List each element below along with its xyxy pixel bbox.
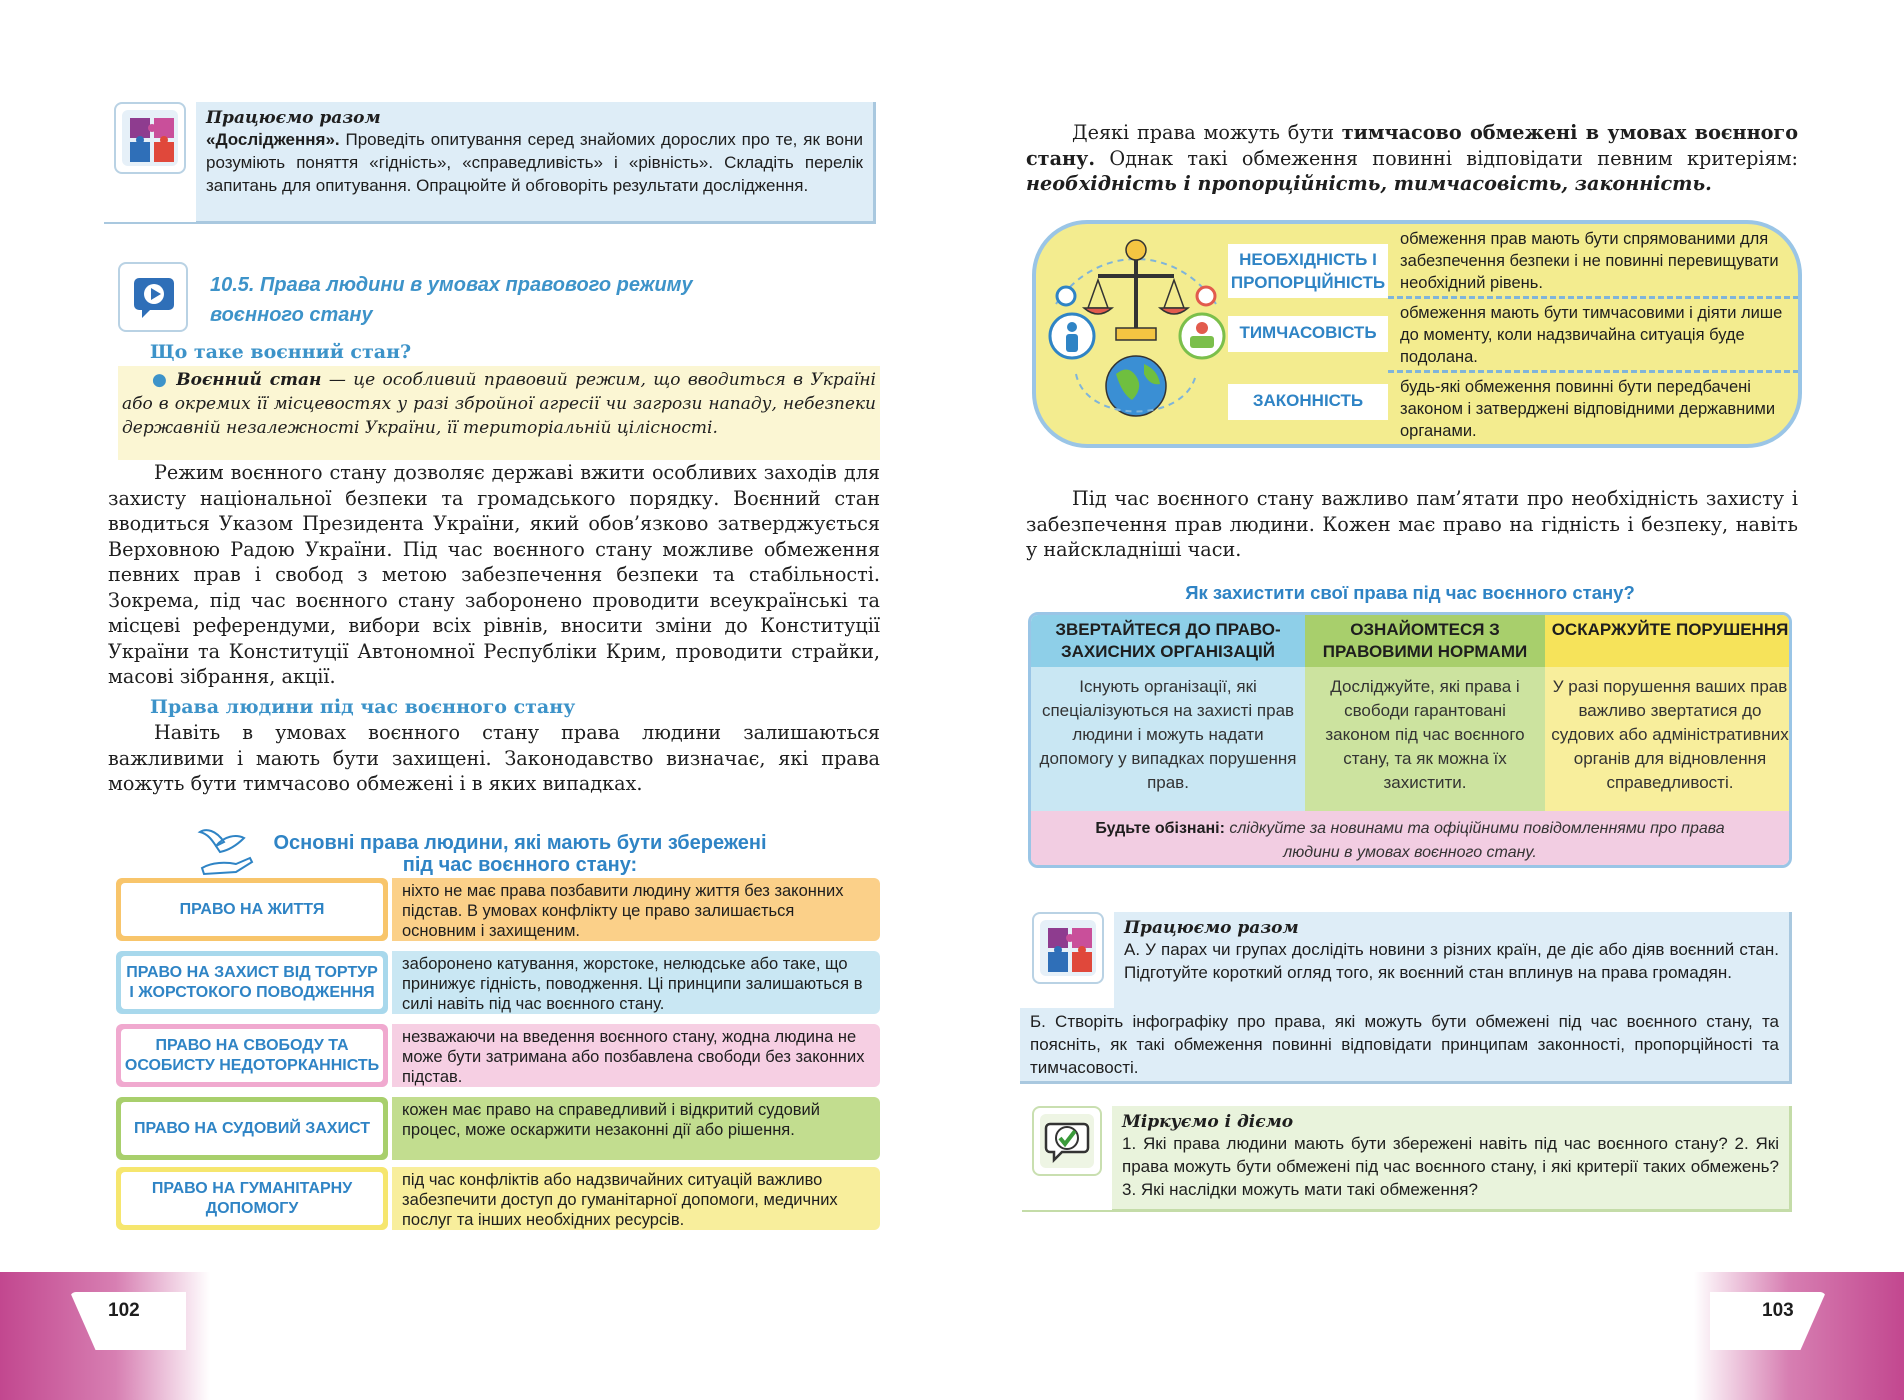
play-video-icon <box>118 262 188 332</box>
criteria-divider <box>1388 370 1802 373</box>
dove-hand-icon <box>196 822 256 883</box>
criterion-temporality-label: ТИМЧАСОВІСТЬ <box>1228 316 1388 352</box>
activity-box-think-and-act <box>1112 1106 1792 1212</box>
right-to-liberty-label: ПРАВО НА СВОБОДУ ТА ОСОБИСТУ НЕДОТОРКАННІСТЬ <box>116 1024 388 1087</box>
puzzle-icon <box>1032 912 1104 984</box>
right-to-humanitarian-aid-desc: під час конфліктів або надзвичайних ситуацій важливо забезпечити доступ до гуманітарної допомоги, медичних послуг та інших необхідних ресурсів. <box>392 1167 880 1230</box>
left-page-number: 102 <box>108 1300 140 1321</box>
activity-task-b: Б. Створіть інфографіку про права, які можуть бути обмежені під час воєнного стану, та поясніть, як такі обмеження повинні відповідати принципам законності, пропорційності та тимчасовості. <box>1030 1012 1779 1077</box>
definition-box: ● Воєнний стан — це особливий правовий режим, що вводиться в Україні або в окремих її місцевостях у разі збройної агресії чи загрози нападу, небезпеки державній незалежності України, її територіальній цілісності. <box>118 366 880 460</box>
criterion-necessity-text: обмеження прав мають бути спрямованими для забезпечення безпеки і не повинні перевищувати необхідний рівень. <box>1400 230 1779 292</box>
subheading-human-rights-during-martial-law: Права людини під час воєнного стану <box>150 696 576 718</box>
criteria-divider <box>1388 296 1802 299</box>
activity-underline <box>1022 1210 1114 1212</box>
activity-task-b-box <box>1020 1008 1792 1084</box>
right-to-humanitarian-aid-label: ПРАВО НА ГУМАНІТАРНУ ДОПОМОГУ <box>116 1167 388 1230</box>
paragraph-remember-rights: Під час воєнного стану важливо пам’ятати про необхідність захисту і забезпечення прав людини. Кожен має право на гідність і безпеку, навіть у найскладніші часи. <box>1026 487 1798 561</box>
section-title: 10.5. Права людини в умовах правового режиму воєнного стану <box>210 274 693 326</box>
scales-globe-icon <box>1036 224 1236 444</box>
activity-box-research <box>196 102 876 224</box>
right-to-judicial-protection-desc: кожен має право на справедливий і відкритий судовий процес, може оскаржити незаконні дії або рішення. <box>392 1097 880 1160</box>
protect-column-appeal: ОСКАРЖУЙТЕ ПОРУШЕННЯ У разі порушення ваших прав важливо звертатися до судових або адміністративних органів для відновлення справедливості. <box>1545 615 1792 811</box>
activity-text: «Дослідження». Проведіть опитування серед знайомих дорослих про те, як вони розуміють поняття «гідність», «справедливість» і «рівність». Складіть перелік запитань для опитування. Опрацюйте й обговоріть результати дослідження. <box>206 130 863 195</box>
right-against-torture-label: ПРАВО НА ЗАХИСТ ВІД ТОРТУР І ЖОРСТОКОГО ПОВОДЖЕННЯ <box>116 951 388 1014</box>
protect-rights-footer: Будьте обізнані: слідкуйте за новинами та офіційними повідомленнями про права людини в умовах воєнного стану. <box>1031 811 1789 865</box>
activity-title: Працюємо разом <box>1124 918 1299 938</box>
activity-underline <box>104 222 196 224</box>
subheading-what-is-martial-law: Що таке воєнний стан? <box>150 341 412 363</box>
protect-column-legal-norms: ОЗНАЙОМТЕСЯ З ПРАВОВИМИ НОРМАМИ Досліджуйте, які права і свободи гарантовані законом під час воєнного стану, та як можна їх захистити. <box>1305 615 1545 811</box>
activity-task-a: А. У парах чи групах дослідіть новини з різних країн, де діє або діяв воєнний стан. Підготуйте короткий огляд того, як воєнний стан вплинув на права громадян. <box>1124 940 1779 982</box>
speech-check-icon <box>1032 1106 1102 1176</box>
right-to-judicial-protection-label: ПРАВО НА СУДОВИЙ ЗАХИСТ <box>116 1097 388 1160</box>
right-page-number: 103 <box>1762 1300 1794 1321</box>
activity-box-work-together <box>1114 912 1792 1010</box>
intro-paragraph: Деякі права можуть бути тимчасово обмежені в умовах воєнного стану. Однак такі обмеження повинні відповідати певним критеріям: необхідність і пропорційність, тимчасовість, законність. <box>1026 121 1798 195</box>
criterion-legality-label: ЗАКОННІСТЬ <box>1228 384 1388 420</box>
protect-column-organizations: ЗВЕРТАЙТЕСЯ ДО ПРАВО-ЗАХИСНИХ ОРГАНІЗАЦІЙ Існують організації, які спеціалізуються на захисті прав людини і можуть надати допомогу у випадках порушення прав. <box>1031 615 1305 811</box>
rights-list-title: Основні права людини, які мають бути збережені під час воєнного стану: <box>273 832 767 876</box>
criterion-temporality-text: обмеження мають бути тимчасовими і діяти лише до моменту, коли надзвичайна ситуація буде подолана. <box>1400 304 1783 366</box>
right-against-torture-desc: заборонено катування, жорстоке, нелюдське або таке, що принижує гідність, поводження. Ці принципи залишаються в силі навіть під час воєнного стану. <box>392 951 880 1014</box>
paragraph-martial-law-regime: Режим воєнного стану дозволяє державі вжити особливих заходів для захисту національної безпеки та громадського порядку. Воєнний стан вводиться Указом Президента України, який обов’язково затверджується Верховною Радою України. Під час воєнного стану можливе обмеження певних прав і свобод з метою забезпечення безпеки та стабільності. Зокрема, під час воєнного стану заборонено проводити всеукраїнські та місцеві референдуми, вибори всіх рівнів, вносити зміни до Конституції України та Конституції Автономної Республіки Крим, проводити страйки, масові зібрання, акції. <box>108 461 880 688</box>
puzzle-icon <box>114 102 186 174</box>
activity-questions: 1. Які права людини мають бути збережені навіть під час воєнного стану? 2. Які права можуть бути обмежені під час воєнного стану, і які критерії таких обмежень? 3. Які наслідки можуть мати такі обмеження? <box>1122 1134 1779 1199</box>
activity-title: Працюємо разом <box>206 108 381 128</box>
criterion-necessity-label: НЕОБХІДНІСТЬ І ПРОПОРЦІЙНІСТЬ <box>1228 244 1388 298</box>
protect-rights-table <box>1028 612 1792 868</box>
activity-title: Міркуємо і діємо <box>1122 1112 1294 1132</box>
right-to-life-label: ПРАВО НА ЖИТТЯ <box>116 878 388 941</box>
right-to-liberty-desc: незважаючи на введення воєнного стану, жодна людина не може бути затримана або позбавлена свободи без законних підстав. <box>392 1024 880 1087</box>
protect-rights-title: Як захистити свої права під час воєнного стану? <box>1185 582 1635 603</box>
paragraph-rights-remain-important: Навіть в умовах воєнного стану права людини залишаються важливими і мають бути захищені. Законодавство визначає, які права можуть бути тимчасово обмежені і в яких випадках. <box>108 721 880 795</box>
criteria-infographic <box>1032 220 1802 448</box>
right-to-life-desc: ніхто не має права позбавити людину життя без законних підстав. В умовах конфлікту це право залишається основним і захищеним. <box>392 878 880 941</box>
criterion-legality-text: будь-які обмеження повинні бути передбачені законом і затверджені відповідними державними органами. <box>1400 378 1776 440</box>
